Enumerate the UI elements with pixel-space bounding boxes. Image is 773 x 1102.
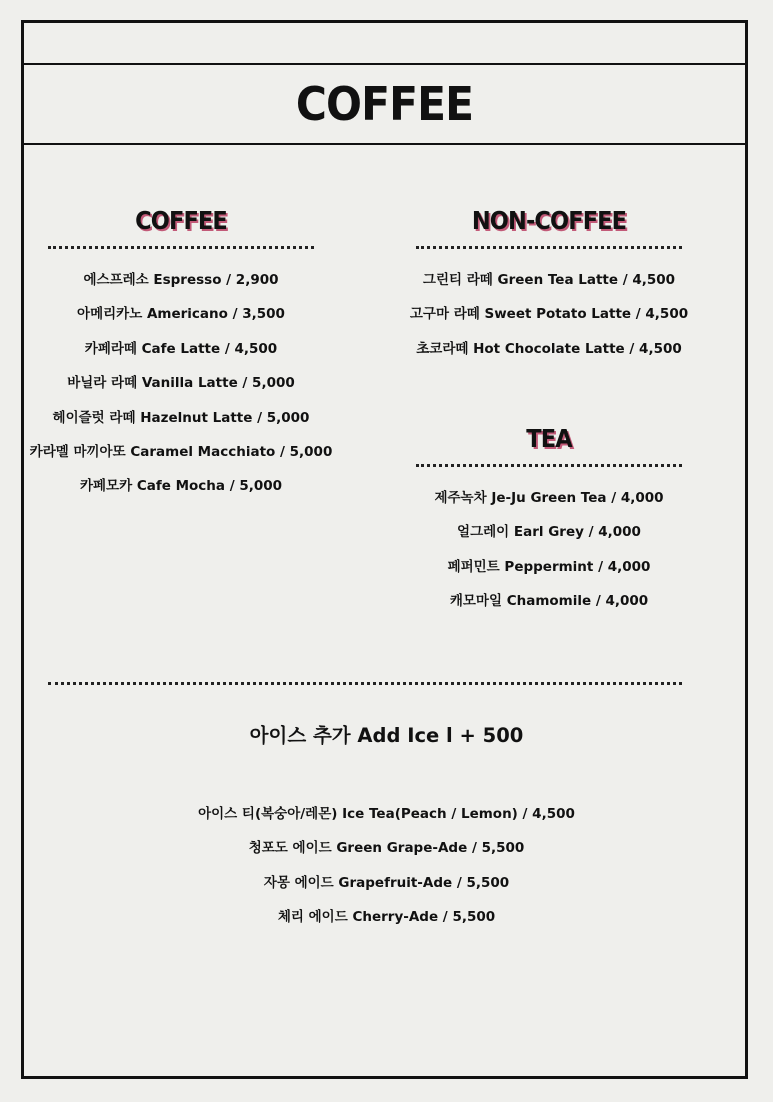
menu-item: 그린티 라떼 Green Tea Latte / 4,500 [422, 272, 676, 288]
tea-divider [416, 464, 682, 467]
menu-item: 아이스 티(복숭아/레몬) Ice Tea(Peach / Lemon) / 4,500 [198, 806, 575, 822]
menu-item: 캐모마일 Chamomile / 4,000 [449, 593, 649, 610]
coffee-divider [48, 246, 314, 249]
menu-item: 제주녹차 Je-Ju Green Tea / 4,000 [434, 490, 664, 506]
title-band [24, 63, 745, 145]
coffee-heading: COFFEE [135, 206, 227, 235]
menu-item: 바닐라 라떼 Vanilla Latte / 5,000 [67, 375, 295, 392]
menu-item: 카페모카 Cafe Mocha / 5,000 [79, 478, 283, 495]
coffee-section [29, 200, 333, 504]
page-title: COFFEE [295, 77, 474, 131]
menu-item: 에스프레소 Espresso / 2,900 [83, 272, 279, 288]
tea-heading: TEA [526, 424, 572, 453]
add-ice-note: 아이스 추가 Add Ice l + 500 [249, 724, 524, 747]
menu-item: 얼그레이 Earl Grey / 4,000 [457, 524, 641, 541]
noncoffee-heading: NON-COFFEE [471, 206, 627, 235]
menu-item: 초코라떼 Hot Chocolate Latte / 4,500 [416, 340, 682, 357]
menu-item: 카라멜 마끼아또 Caramel Macchiato / 5,000 [29, 443, 333, 460]
menu-item: 페퍼민트 Peppermint / 4,000 [447, 558, 651, 575]
menu-item: 고구마 라떼 Sweet Potato Latte / 4,500 [409, 306, 689, 323]
tea-section [416, 418, 682, 619]
noncoffee-divider [416, 246, 682, 249]
menu-item: 청포도 에이드 Green Grape-Ade / 5,500 [248, 840, 525, 857]
bottom-divider [48, 682, 682, 685]
drinks-section [0, 797, 773, 935]
menu-item: 체리 에이드 Cherry-Ade / 5,500 [277, 909, 496, 926]
menu-item: 헤이즐럿 라떼 Hazelnut Latte / 5,000 [52, 409, 310, 426]
menu-item: 자몽 에이드 Grapefruit-Ade / 5,500 [263, 874, 510, 891]
noncoffee-section [409, 200, 689, 366]
menu-item: 카페라떼 Cafe Latte / 4,500 [84, 340, 278, 357]
menu-item: 아메리카노 Americano / 3,500 [77, 306, 285, 323]
